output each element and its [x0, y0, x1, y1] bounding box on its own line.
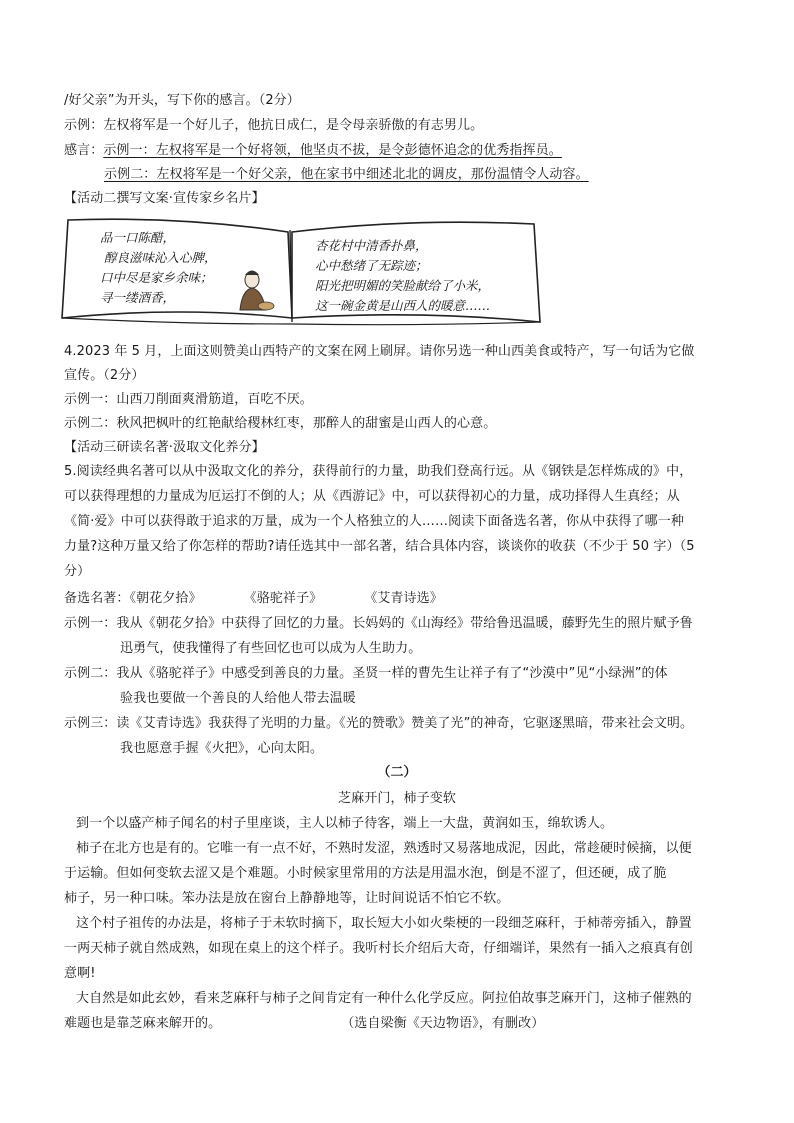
q3-answer-1: [64, 142, 562, 160]
q3-answer-label: 感言：: [64, 143, 104, 158]
article-p2-a: 柿子在北方也是有的。它唯一有一点不好，不熟时发涩，熟透时又易落地成泥，因此，常趁硬时候摘，以便: [76, 841, 692, 856]
q5-example-1a: 示例一：我从《朝花夕拾》中获得了回忆的力量。长妈妈的《山海经》带给鲁迅温暖，藤野先生的照片赋予鲁: [64, 616, 693, 631]
article-p3-a: 这个村子祖传的办法是，将柿子于未软时摘下，取长短大小如火柴梗的一段细芝麻秆，于柿蒂旁插入，静置: [76, 916, 692, 931]
section-number: （二）: [377, 765, 417, 780]
left-poem-line-1: 品一口陈醋，: [100, 230, 176, 245]
q4-example-1: 示例一：山西刀削面爽滑筋道，百吃不厌。: [64, 392, 313, 407]
right-poem: [315, 236, 490, 316]
right-poem-line-1: 杏花村中清香扑鼻，: [315, 238, 428, 253]
article-source: （选自梁衡《天边物语》，有删改）: [341, 1016, 545, 1031]
q3-answer-2: 示例二：左权将军是一个好父亲，他在家书中细述北北的调皮，那份温情令人动容。: [104, 167, 589, 182]
q3-example: [64, 117, 483, 135]
article-p3-c: 意啊!: [64, 966, 96, 981]
q3-intro: /好父亲”为开头，写下你的感言。（2分）: [64, 93, 300, 108]
activity3-title: 【活动三研读名著·汲取文化养分】: [64, 440, 265, 455]
article-p4-a: 大自然是如此玄妙，看来芝麻秆与柿子之间肯定有一种什么化学反应。阿拉伯故事芝麻开门，这柿子催熟的: [76, 991, 692, 1006]
q3-answer-1-text: 示例一：左权将军是一个好将领，他坚贞不拔，是令彭德怀追念的优秀指挥员。: [103, 143, 562, 158]
right-poem-line-3: 阳光把明媚的笑脸献给了小米，: [315, 278, 491, 293]
q4-line-2: 宣传。（2分）: [64, 368, 145, 383]
q5-example-3a: 示例三：读《艾青诗选》我获得了光明的力量。《光的赞歌》赞美了光”的神奇，它驱逐黑暗，带来社会文明。: [64, 716, 694, 731]
q4-example-2: 示例二：秋风把枫叶的红艳献给稷林红枣，那醉人的甜蜜是山西人的心意。: [64, 416, 497, 431]
book-option-2: 《骆驼祥子》: [243, 591, 323, 606]
right-poem-line-2: 心中愁绪了无踪迹；: [315, 258, 428, 273]
article-p2-c: 柿子，另一种口味。笨办法是放在窗台上静静地等，让时间说话不怕它不软。: [64, 891, 510, 906]
q3-example-text: 左权将军是一个好儿子，他抗日成仁，是令母亲骄傲的有志男儿。: [103, 118, 484, 133]
article-title: 芝麻开门，柿子变软: [338, 791, 456, 806]
left-poem: [100, 228, 217, 308]
q5-line-3: 《简·爱》中可以获得敢于追求的万量，成为一个人格独立的人……阅读下面备选名著，你从中获得了哪一种: [64, 514, 684, 529]
q5-example-2b: 验我也要做一个善良的人给他人带去温暖: [120, 691, 356, 706]
q5-line-5: 分）: [64, 564, 91, 579]
article-p2-b: 于运输。但如何变软去涩又是个难题。小时候家里常用的方法是用温水泡，倒是不涩了，但还硬，成了脆: [64, 866, 667, 881]
article-p4-b-text: 难题也是靠芝麻来解开的。: [64, 1016, 222, 1031]
book-option-1: 《朝花夕拾》: [129, 591, 202, 606]
q4-line-1: 4.2023 年 5 月，上面这则赞美山西特产的文案在网上刷屏。请你另选一种山西美食或特产，写一句话为它做: [64, 344, 695, 359]
article-p3-b: 一两天柿子就自然成熟，如现在桌上的这个样子。我听村长介绍后大奇，仔细端详，果然有一插入之痕真有创: [64, 941, 693, 956]
article-p4-b: [64, 1015, 544, 1033]
open-book-illustration: [60, 214, 542, 334]
q5-books-label: 备选名著：: [64, 591, 130, 606]
left-poem-line-3: 口中尽是家乡余味；: [100, 270, 213, 285]
left-poem-line-4: 寻一缕酒香，: [100, 290, 176, 305]
q5-line-2: 可以获得理想的力量成为厄运打不倒的人；从《西游记》中，可以获得初心的力量，成功择得人生真经；从: [64, 489, 680, 504]
q5-example-1b: 迅勇气，使我懂得了有些回忆也可以成为人生助力。: [120, 641, 422, 656]
article-p1: 到一个以盛产柿子闻名的村子里座谈，主人以柿子待客，端上一大盘，黄润如玉，绵软诱人。: [76, 816, 614, 831]
q5-example-3b: 我也愿意手握《火把》，心向太阳。: [120, 741, 324, 756]
activity2-title: 【活动二撰写文案·宣传家乡名片】: [64, 191, 265, 206]
q3-example-label: 示例：: [64, 118, 104, 133]
q5-line-4: 力量?这种万量又给了你怎样的帮助?请任选其中一部名著，结合具体内容，谈谈你的收获（不少于 50 字）（5: [64, 539, 695, 554]
right-poem-line-4: 这一碗金黄是山西人的暖意……: [315, 298, 491, 313]
book-option-3: 《艾青诗选》: [364, 591, 443, 606]
left-poem-line-2: 醇良滋味沁入心脾，: [104, 250, 217, 265]
q5-line-1: 5.阅读经典名著可以从中汲取文化的养分，获得前行的力量，助我们登高行远。从《钢铁是怎样炼成的》中，: [64, 464, 693, 479]
q5-example-2a: 示例二：我从《骆驼祥子》中感受到善良的力量。圣贤一样的曹先生让祥子有了“沙漠中”见“小绿洲”的体: [64, 666, 668, 681]
q5-books: [64, 590, 443, 608]
